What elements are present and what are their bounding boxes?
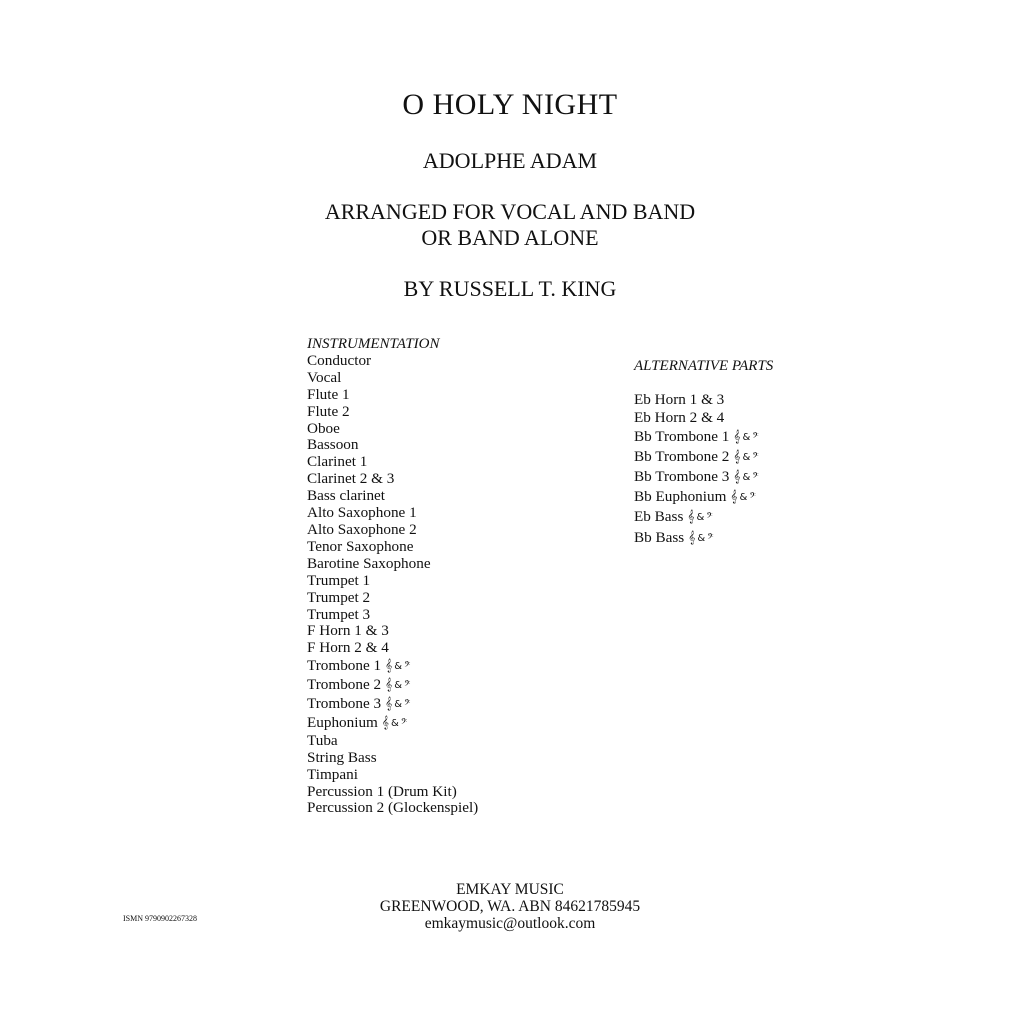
- part-item: [307, 695, 478, 714]
- part-label: String Bass: [307, 748, 377, 766]
- part-label: Flute 1: [307, 385, 350, 403]
- bass-clef-icon: 𝄢: [752, 472, 759, 484]
- part-label: Bb Trombone 3: [634, 468, 730, 486]
- clefs-icon: [733, 427, 758, 447]
- page-title: O HOLY NIGHT: [402, 88, 618, 121]
- clef-and-symbol: &: [742, 472, 751, 484]
- clefs-icon: [687, 507, 712, 527]
- part-item: [634, 427, 773, 447]
- part-label: Bass clarinet: [307, 487, 386, 505]
- bass-clef-icon: 𝄢: [404, 699, 411, 711]
- part-item: [634, 528, 773, 548]
- treble-clef-icon: 𝄞: [381, 714, 389, 729]
- instrumentation-list: [307, 336, 478, 817]
- clef-and-symbol: &: [394, 661, 403, 673]
- clefs-icon: [385, 676, 410, 695]
- part-label: Trumpet 3: [307, 605, 371, 623]
- part-item: [307, 607, 478, 624]
- part-label: Tenor Saxophone: [307, 537, 414, 555]
- bass-clef-icon: 𝄢: [404, 661, 411, 673]
- part-item: [307, 387, 478, 404]
- bass-clef-icon: 𝄢: [400, 717, 408, 729]
- clefs-icon: [733, 467, 758, 487]
- part-item: [307, 750, 478, 767]
- part-label: Barotine Saxophone: [307, 554, 431, 572]
- clef-and-symbol: &: [742, 452, 751, 464]
- part-label: Bb Trombone 1: [634, 428, 730, 446]
- arranger-name: BY RUSSELL T. KING: [403, 276, 617, 301]
- part-item: [634, 391, 773, 409]
- part-item: [307, 556, 478, 573]
- publisher-email: emkaymusic@outlook.com: [424, 915, 596, 932]
- publisher-address: GREENWOOD, WA. ABN 84621785945: [379, 898, 641, 915]
- part-label: Tuba: [307, 731, 338, 749]
- treble-clef-icon: 𝄞: [687, 509, 695, 524]
- bass-clef-icon: 𝄢: [752, 432, 759, 444]
- composer-name: ADOLPHE ADAM: [422, 148, 598, 173]
- part-label: F Horn 2 & 4: [307, 639, 389, 657]
- clefs-icon: [385, 657, 410, 676]
- part-item: [307, 370, 478, 387]
- part-label: Euphonium: [307, 713, 378, 731]
- clefs-icon: [385, 695, 410, 714]
- clefs-icon: [688, 528, 713, 548]
- part-label: Percussion 2 (Glockenspiel): [307, 799, 479, 817]
- part-item: [307, 640, 478, 657]
- ismn-number: ISMN 9790902267328: [123, 914, 198, 923]
- instrumentation-heading: INSTRUMENTATION: [307, 336, 440, 352]
- part-label: Timpani: [307, 765, 358, 783]
- clef-and-symbol: &: [696, 512, 705, 524]
- part-label: Trumpet 2: [307, 588, 371, 606]
- part-item: [307, 657, 478, 676]
- part-item: [307, 353, 478, 370]
- part-label: Trumpet 1: [307, 571, 371, 589]
- part-label: Alto Saxophone 2: [307, 520, 417, 538]
- part-label: Bb Bass: [634, 528, 685, 546]
- clef-and-symbol: &: [394, 699, 403, 711]
- part-label: Clarinet 2 & 3: [307, 470, 395, 488]
- part-item: [307, 714, 478, 733]
- part-label: Flute 2: [307, 402, 350, 420]
- clef-and-symbol: &: [394, 680, 403, 692]
- part-item: [307, 437, 478, 454]
- bass-clef-icon: 𝄢: [707, 532, 714, 544]
- alternative-parts-heading: ALTERNATIVE PARTS: [634, 358, 774, 374]
- part-item: [307, 471, 478, 488]
- part-label: Bb Euphonium: [634, 488, 727, 506]
- part-item: [307, 800, 478, 817]
- clef-and-symbol: &: [697, 532, 706, 544]
- bass-clef-icon: 𝄢: [706, 512, 713, 524]
- part-item: [307, 454, 478, 471]
- clefs-icon: [730, 487, 755, 507]
- part-label: Trombone 1: [307, 657, 382, 675]
- part-item: [307, 767, 478, 784]
- part-label: Percussion 1 (Drum Kit): [307, 782, 457, 800]
- part-item: [307, 505, 478, 522]
- part-item: [307, 488, 478, 505]
- part-item: [634, 409, 773, 427]
- part-label: Vocal: [307, 368, 342, 386]
- treble-clef-icon: 𝄞: [385, 658, 393, 673]
- part-label: Bassoon: [307, 436, 359, 454]
- part-item: [307, 733, 478, 750]
- treble-clef-icon: 𝄞: [385, 677, 393, 692]
- clef-and-symbol: &: [390, 717, 399, 729]
- part-label: Oboe: [307, 419, 340, 437]
- part-item: [307, 590, 478, 607]
- alternative-parts-list: [634, 358, 773, 548]
- part-label: Trombone 3: [307, 695, 382, 713]
- part-item: [307, 623, 478, 640]
- bass-clef-icon: 𝄢: [404, 680, 411, 692]
- treble-clef-icon: 𝄞: [733, 469, 741, 484]
- clefs-icon: [382, 714, 407, 733]
- part-item: [634, 467, 773, 487]
- part-label: Conductor: [307, 351, 372, 369]
- treble-clef-icon: 𝄞: [385, 696, 393, 711]
- part-label: Alto Saxophone 1: [307, 504, 417, 522]
- bass-clef-icon: 𝄢: [749, 492, 756, 504]
- arrangement-note-line-1: ARRANGED FOR VOCAL AND BAND: [324, 199, 696, 224]
- arrangement-note-line-2: OR BAND ALONE: [421, 225, 599, 250]
- part-item: [307, 421, 478, 438]
- treble-clef-icon: 𝄞: [730, 489, 738, 504]
- part-item: [307, 784, 478, 801]
- clefs-icon: [733, 447, 758, 467]
- part-item: [634, 447, 773, 467]
- clef-and-symbol: &: [739, 492, 748, 504]
- part-item: [307, 539, 478, 556]
- treble-clef-icon: 𝄞: [688, 529, 696, 544]
- part-item: [634, 487, 773, 507]
- treble-clef-icon: 𝄞: [733, 429, 741, 444]
- treble-clef-icon: 𝄞: [733, 449, 741, 464]
- part-item: [307, 676, 478, 695]
- part-label: Bb Trombone 2: [634, 448, 730, 466]
- part-label: F Horn 1 & 3: [307, 622, 389, 640]
- part-label: Clarinet 1: [307, 453, 368, 471]
- bass-clef-icon: 𝄢: [752, 452, 759, 464]
- part-label: Eb Horn 1 & 3: [634, 390, 725, 408]
- publisher-name: EMKAY MUSIC: [456, 881, 564, 898]
- part-item: [307, 522, 478, 539]
- part-label: Eb Horn 2 & 4: [634, 409, 725, 426]
- part-label: Trombone 2: [307, 676, 382, 694]
- part-item: [307, 404, 478, 421]
- part-item: [307, 573, 478, 590]
- part-label: Eb Bass: [634, 508, 684, 526]
- clef-and-symbol: &: [742, 432, 751, 444]
- part-item: [634, 507, 773, 527]
